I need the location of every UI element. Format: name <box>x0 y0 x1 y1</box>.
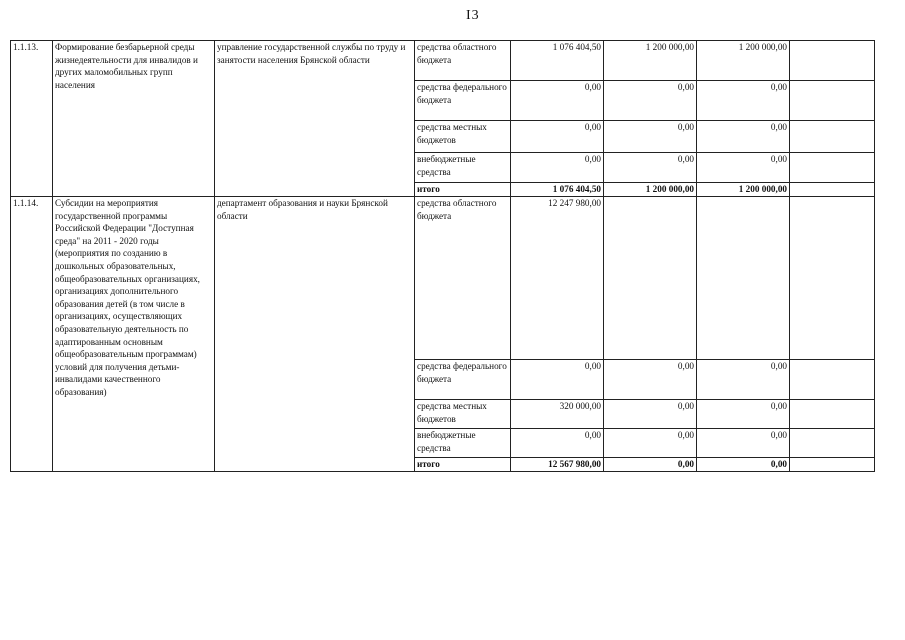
value-cell: 1 076 404,50 <box>511 41 604 81</box>
value-cell: 0,00 <box>604 121 697 153</box>
value-cell: 0,00 <box>604 400 697 429</box>
total-value: 0,00 <box>604 458 697 472</box>
total-value: 1 076 404,50 <box>511 183 604 197</box>
value-cell: 0,00 <box>511 153 604 183</box>
source-label: средства местных бюджетов <box>415 121 511 153</box>
table-row <box>11 41 875 81</box>
source-label: внебюджетные средства <box>415 153 511 183</box>
value-cell: 0,00 <box>511 429 604 458</box>
value-cell: 0,00 <box>511 81 604 121</box>
total-value: 0,00 <box>697 458 790 472</box>
row-code: 1.1.13. <box>11 41 53 197</box>
value-cell <box>790 41 875 81</box>
value-cell <box>790 81 875 121</box>
source-label: средства областного бюджета <box>415 197 511 360</box>
value-cell: 0,00 <box>697 360 790 400</box>
total-value: 12 567 980,00 <box>511 458 604 472</box>
value-cell: 0,00 <box>511 121 604 153</box>
value-cell: 0,00 <box>604 429 697 458</box>
value-cell <box>790 121 875 153</box>
source-label: внебюджетные средства <box>415 429 511 458</box>
page-number: I3 <box>466 8 480 23</box>
table-row <box>11 197 875 360</box>
total-value <box>790 458 875 472</box>
value-cell: 0,00 <box>697 400 790 429</box>
row-activity-name: Формирование безбарьерной среды жизнедеятельности для инвалидов и других маломобильных групп населения <box>53 41 215 197</box>
value-cell <box>790 360 875 400</box>
value-cell <box>790 153 875 183</box>
value-cell: 0,00 <box>697 153 790 183</box>
total-value <box>790 183 875 197</box>
value-cell <box>697 197 790 360</box>
total-value: 1 200 000,00 <box>697 183 790 197</box>
value-cell: 0,00 <box>604 360 697 400</box>
value-cell: 0,00 <box>604 81 697 121</box>
source-label: средства федерального бюджета <box>415 360 511 400</box>
value-cell: 12 247 980,00 <box>511 197 604 360</box>
value-cell: 0,00 <box>697 81 790 121</box>
total-label: итого <box>415 458 511 472</box>
row-activity-name: Субсидии на мероприятия государственной программы Российской Федерации "Доступная среда" на 2011 - 2020 годы (мероприятия по созданию в дошкольных образовательных, общеобразовательных организациях, организациях дополнительного образования детей (в том числе в организациях, осуществляющих образовательную деятельность по адаптированным основным общеобразовательным программам) условий для получения детьми-инвалидами качественного образования) <box>53 197 215 472</box>
value-cell: 0,00 <box>604 153 697 183</box>
value-cell: 1 200 000,00 <box>697 41 790 81</box>
value-cell: 0,00 <box>697 429 790 458</box>
total-label: итого <box>415 183 511 197</box>
source-label: средства местных бюджетов <box>415 400 511 429</box>
value-cell <box>790 197 875 360</box>
value-cell <box>790 429 875 458</box>
source-label: средства областного бюджета <box>415 41 511 81</box>
value-cell: 0,00 <box>697 121 790 153</box>
value-cell: 0,00 <box>511 360 604 400</box>
value-cell <box>604 197 697 360</box>
source-label: средства федерального бюджета <box>415 81 511 121</box>
value-cell: 1 200 000,00 <box>604 41 697 81</box>
funding-table <box>10 40 875 472</box>
value-cell <box>790 400 875 429</box>
value-cell: 320 000,00 <box>511 400 604 429</box>
row-code: 1.1.14. <box>11 197 53 472</box>
total-value: 1 200 000,00 <box>604 183 697 197</box>
row-executor: управление государственной службы по труду и занятости населения Брянской области <box>215 41 415 197</box>
row-executor: департамент образования и науки Брянской области <box>215 197 415 472</box>
